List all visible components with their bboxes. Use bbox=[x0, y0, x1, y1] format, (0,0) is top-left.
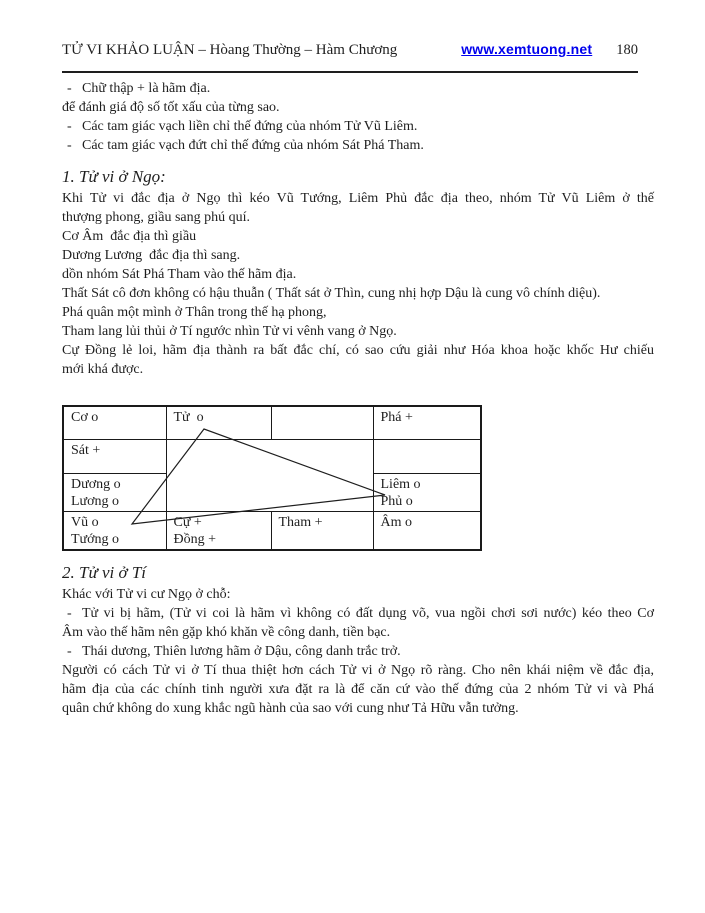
paragraph-line: Tham lang lủi thủi ở Tí ngước nhìn Tử vi vênh vang ở Ngọ. bbox=[62, 324, 397, 339]
paragraph-line: dồn nhóm Sát Phá Tham vào thế hãm địa. bbox=[62, 267, 297, 282]
paragraph-line: Người có cách Tử vi ở Tí thua thiệt hơn cách Tử vi ở Ngọ rõ ràng. Cho nên khái niệm về đắc địa, bbox=[62, 663, 654, 678]
chart-cell bbox=[271, 406, 373, 439]
section-2-paragraph bbox=[62, 585, 654, 718]
list-item-text: Thái dương, Thiên lương hãm ở Dậu, công danh trắc trở. bbox=[82, 644, 401, 659]
list-item bbox=[62, 79, 654, 98]
paragraph-line: thượng phong, giầu sang phú quí. bbox=[62, 210, 251, 225]
chart-cell: Cự + Đồng + bbox=[166, 511, 271, 550]
chart-cell: Phá + bbox=[373, 406, 481, 439]
paragraph-line: hãm địa của các chính tinh người xưa đặt ra là để căn cứ vào thế đứng của 2 nhóm Tử vi và Phá bbox=[62, 682, 654, 697]
bullet-dash: - bbox=[67, 81, 72, 96]
paragraph-line: Cự Đồng lẻ loi, hãm địa thành ra bất đắc chí, có sao cứu giải như Hóa khoa hoặc khốc Hư chiếu bbox=[62, 343, 654, 358]
bullet-dash: - bbox=[67, 119, 72, 134]
page-header bbox=[62, 41, 638, 59]
section-2-heading: 2. Tử vi ở Tí bbox=[62, 563, 146, 582]
chart-cell: Vũ o Tướng o bbox=[63, 511, 166, 550]
list-item bbox=[62, 117, 654, 136]
paragraph-line: Khác với Tử vi cư Ngọ ở chỗ: bbox=[62, 587, 231, 602]
page-number: 180 bbox=[616, 42, 638, 58]
paragraph-line: Khi Tử vi đắc địa ở Ngọ thì kéo Vũ Tướng, Liêm Phủ đắc địa theo, nhóm Tử Vũ Liêm ở thế bbox=[62, 191, 654, 206]
document-title: TỬ VI KHẢO LUẬN – Hòang Thường – Hàm Chương bbox=[62, 42, 398, 58]
chart-cell: Cơ o bbox=[63, 406, 166, 439]
chart-cell: Liêm o Phủ o bbox=[373, 473, 481, 511]
chart-cell: Dương o Lương o bbox=[63, 473, 166, 511]
paragraph-line: Thất Sát cô đơn không có hậu thuẫn ( Thất sát ở Thìn, cung nhị hợp Dậu là cung vô chính diệu). bbox=[62, 286, 601, 301]
intro-list bbox=[62, 79, 654, 155]
chart-cell: Âm o bbox=[373, 511, 481, 550]
list-item bbox=[62, 604, 654, 623]
header-divider bbox=[62, 71, 638, 73]
chart-row bbox=[63, 406, 481, 439]
section-1-heading: 1. Tử vi ở Ngọ: bbox=[62, 167, 166, 186]
paragraph-line: Dương Lương đắc địa thì sang. bbox=[62, 248, 241, 263]
chart-row bbox=[63, 511, 481, 550]
paragraph-line: Âm vào thế hãm nên gặp khó khăn về công danh, tiền bạc. bbox=[62, 625, 391, 640]
tuvi-chart-table bbox=[62, 405, 482, 551]
chart-cell bbox=[373, 439, 481, 473]
bullet-dash: - bbox=[67, 606, 72, 621]
chart-cell: Sát + bbox=[63, 439, 166, 473]
paragraph-line: Cơ Âm đắc địa thì giầu bbox=[62, 229, 197, 244]
list-item-text: Các tam giác vạch đứt chỉ thế đứng của nhóm Sát Phá Tham. bbox=[82, 138, 424, 153]
list-item-text: Các tam giác vạch liền chỉ thế đứng của nhóm Tử Vũ Liêm. bbox=[82, 119, 418, 134]
paragraph-line: mới khá được. bbox=[62, 362, 144, 377]
list-item-text: Tử vi bị hãm, (Tử vi coi là hãm vì không có đất dụng võ, vua ngồi chơi sơi nước) kéo theo Cơ bbox=[82, 606, 654, 621]
bullet-dash: - bbox=[67, 644, 72, 659]
chart-center-cell bbox=[166, 439, 373, 511]
list-item bbox=[62, 642, 654, 661]
list-item bbox=[62, 136, 654, 155]
list-continuation: để đánh giá độ số tốt xấu của từng sao. bbox=[62, 100, 280, 115]
header-right bbox=[461, 41, 638, 59]
chart-row bbox=[63, 439, 481, 473]
section-1-paragraph bbox=[62, 189, 654, 379]
paragraph-line: Phá quân một mình ở Thân trong thế hạ phong, bbox=[62, 305, 327, 320]
paragraph-line: quân chứ không do xung khắc ngũ hành của sao với cung như Tả Hữu vẫn tưởng. bbox=[62, 701, 519, 716]
chart-cell: Tử o bbox=[166, 406, 271, 439]
bullet-dash: - bbox=[67, 138, 72, 153]
list-item-text: Chữ thập + là hãm địa. bbox=[82, 81, 211, 96]
tuvi-chart bbox=[62, 405, 482, 549]
chart-cell: Tham + bbox=[271, 511, 373, 550]
website-link[interactable]: www.xemtuong.net bbox=[461, 41, 593, 57]
